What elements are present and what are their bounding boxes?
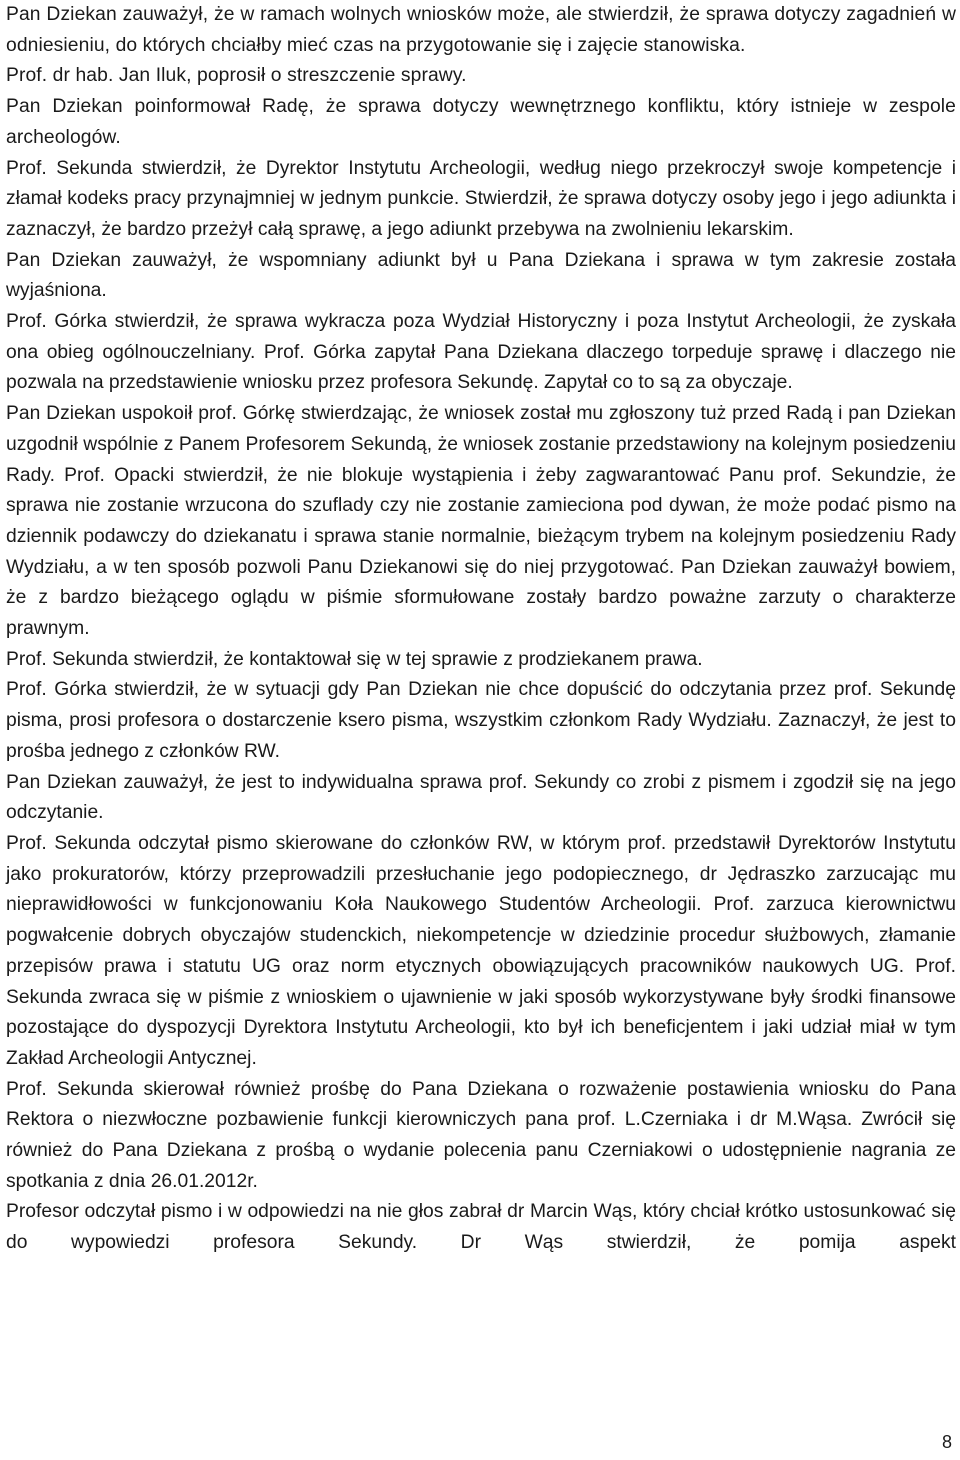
paragraph-11: Prof. Sekunda odczytał pismo skierowane do członków RW, w którym prof. przedstawił Dyrektorów Instytutu jako prokuratorów, którzy przeprowadzili przesłuchanie jego podopiecznego, dr Jędraszko zarzucając mu nieprawidłowości w funkcjonowaniu Koła Naukowego Studentów Archeologii. Prof. zarzuca kierownictwu pogwałcenie dobrych obyczajów studenckich, niekompetencje w dziedzinie procedur służbowych, złamanie przepisów prawa i statutu UG oraz norm etycznych obowiązujących pracowników naukowych UG. Prof. Sekunda zwraca się w piśmie z wnioskiem o ujawnienie w jaki sposób wykorzystywane były środki finansowe pozostające do dyspozycji Dyrektora Instytutu Archeologii, kto był ich beneficjentem i jaki udział miał w tym Zakład Archeologii Antycznej. [6,832,956,1069]
paragraph-9: Prof. Górka stwierdził, że w sytuacji gdy Pan Dziekan nie chce dopuścić do odczytania przez prof. Sekundę pisma, prosi profesora o dostarczenie ksero pisma, wszystkim członkom Rady Wydziału. Zaznaczył, że jest to prośba jednego z członków RW. [6,679,956,762]
opening-block [6,0,956,154]
paragraph-12: Prof. Sekunda skierował również prośbę do Pana Dziekana o rozważenie postawienia wniosku do Pana Rektora o niezwłoczne pozbawienie funkcji kierowniczych pana prof. L.Czerniaka i dr M.Wąsa. Zwrócił się również do Pana Dziekana z prośbą o wydanie polecenia panu Czerniakowi o udostępnienie nagrania ze spotkania z dnia 26.01.2012r. [6,1078,956,1192]
paragraph-7: Pan Dziekan uspokoił prof. Górkę stwierdzając, że wniosek został mu zgłoszony tuż przed Radą i pan Dziekan uzgodnił wspólnie z Panem Profesorem Sekundą, że wniosek zostanie przedstawiony na kolejnym posiedzeniu Rady. Prof. Opacki stwierdził, że nie blokuje wystąpienia i żeby zagwarantować Panu prof. Sekundzie, że sprawa nie zostanie wrzucona do szuflady czy nie zostanie zamieciona pod dywan, że może podać pismo na dziennik podawczy do dziekanatu i sprawa stanie normalnie, bieżącym trybem na kolejnym posiedzeniu Rady Wydziału, a w ten sposób pozwoli Panu Dziekanowi się do niej przygotować. Pan Dziekan zauważył bowiem, że z bardzo bieżącego oglądu w piśmie sformułowane zostały bardzo poważne zarzuty o charakterze prawnym. [6,403,956,640]
paragraph-3: Pan Dziekan poinformował Radę, że sprawa dotyczy wewnętrznego konfliktu, który istnieje w zespole archeologów. [6,96,956,148]
paragraph-5: Pan Dziekan zauważył, że wspomniany adiunkt był u Pana Dziekana i sprawa w tym zakresie została wyjaśniona. [6,249,956,302]
paragraph-8: Prof. Sekunda stwierdził, że kontaktował się w tej sprawie z prodziekanem prawa. [6,648,703,670]
paragraph-6: Prof. Górka stwierdził, że sprawa wykracza poza Wydział Historyczny i poza Instytut Archeologii, że zyskała ona obieg ogólnouczelniany. Prof. Górka zapytał Pana Dziekana dlaczego torpeduje sprawę i dlaczego nie pozwala na przedstawienie wniosku przez profesora Sekundę. Zapytał co to są za obyczaje. [6,311,956,394]
paragraph-10: Pan Dziekan zauważył, że jest to indywidualna sprawa prof. Sekundy co zrobi z pismem i zgodził się na jego odczytanie. [6,771,956,824]
paragraph-4: Prof. Sekunda stwierdził, że Dyrektor Instytutu Archeologii, według niego przekroczył swoje kompetencje i złamał kodeks pracy przynajmniej w jednym punkcie. Stwierdził, że sprawa dotyczy osoby jego i jego adiunkta i zaznaczył, że bardzo przeżył całą sprawę, a jego adiunkt przebywa na zwolnieniu lekarskim. [6,157,956,240]
paragraph-1: Pan Dziekan zauważył, że w ramach wolnych wniosków może, ale stwierdził, że sprawa dotyczy zagadnień w odniesieniu, do których chciałby mieć czas na przygotowanie się i zajęcie stanowiska. [6,4,956,56]
paragraph-13: Profesor odczytał pismo i w odpowiedzi na nie głos zabrał dr Marcin Wąs, który chciał krótko ustosunkować się do wypowiedzi profesora Sekundy. Dr Wąs stwierdził, że pomija aspekt [6,1201,956,1254]
document-page [6,0,956,1259]
paragraph-2: Prof. dr hab. Jan Iluk, poprosił o streszczenie sprawy. [6,65,467,87]
page-number: 8 [941,1432,952,1452]
